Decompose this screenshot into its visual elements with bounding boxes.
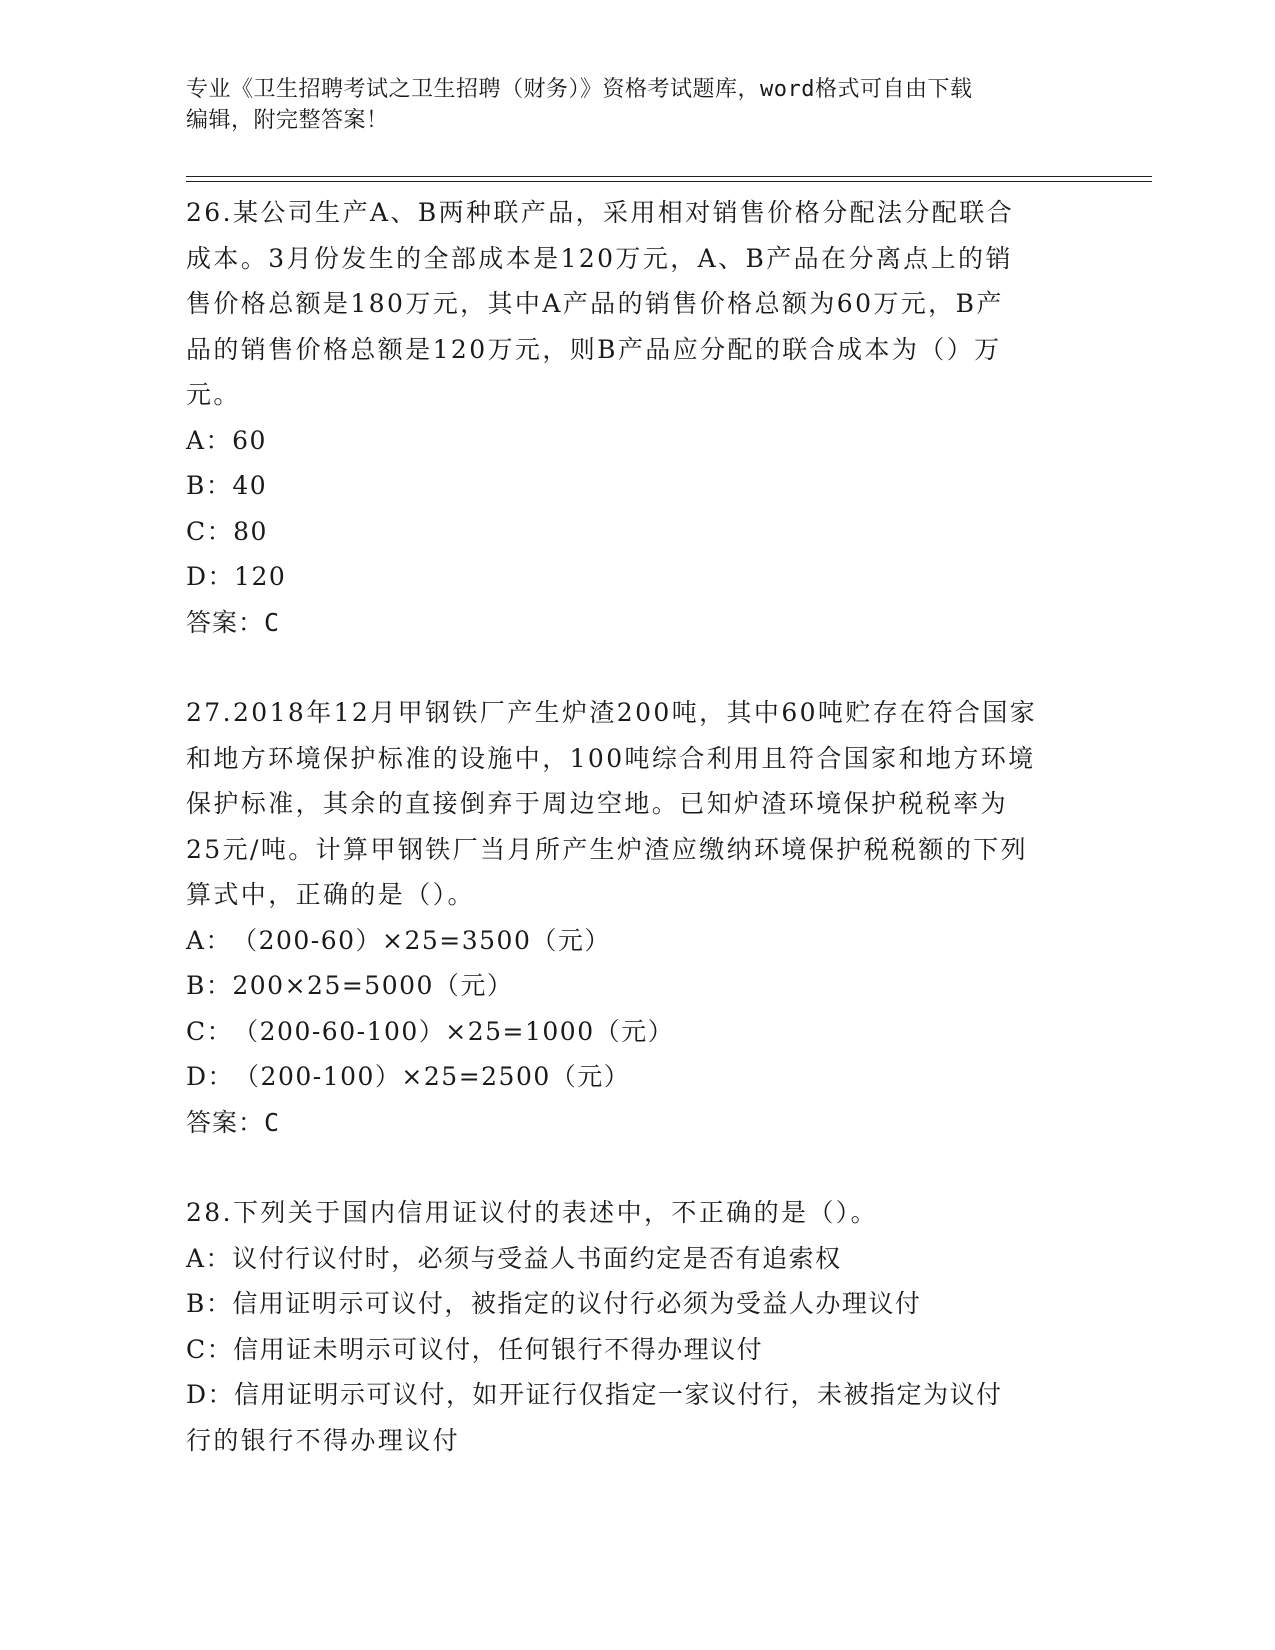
question-line: 某公司生产A、B两种联产品，采用相对销售价格分配法分配联合 xyxy=(232,198,1014,227)
option-a xyxy=(186,418,1086,464)
option-d xyxy=(186,1372,1086,1418)
option-c xyxy=(186,1009,1086,1055)
question-stem xyxy=(186,190,1086,236)
question-27 xyxy=(186,690,1086,1145)
answer-label: 答案： xyxy=(186,607,265,637)
document-header xyxy=(186,74,1086,136)
option-letter: C： xyxy=(186,1016,234,1046)
option-b xyxy=(186,463,1086,509)
header-line-1: 专业《卫生招聘考试之卫生招聘（财务）》资格考试题库，word格式可自由下载 xyxy=(186,77,973,102)
option-text: 80 xyxy=(233,516,268,546)
option-text: 200×25=5000（元） xyxy=(232,971,514,1000)
option-text: 120 xyxy=(234,562,287,591)
question-number: 28. xyxy=(186,1198,233,1227)
header-divider-bottom xyxy=(186,181,1152,182)
option-text: 议付行议付时，必须与受益人书面约定是否有追索权 xyxy=(232,1243,842,1273)
option-continuation: 行的银行不得办理议付 xyxy=(186,1425,461,1455)
question-line: 成本。3月份发生的全部成本是120万元，A、B产品在分离点上的销 xyxy=(186,243,1013,273)
option-text: （200-60）×25=3500（元） xyxy=(232,925,611,955)
option-letter: D： xyxy=(186,562,235,591)
question-28 xyxy=(186,1190,1086,1463)
option-d xyxy=(186,1054,1086,1100)
option-text: （200-100）×25=2500（元） xyxy=(234,1062,631,1091)
question-number: 26. xyxy=(186,198,233,227)
option-d xyxy=(186,554,1086,600)
option-letter: A： xyxy=(186,925,233,955)
question-spacer xyxy=(186,645,1086,690)
question-line: 保护标准，其余的直接倒弃于周边空地。已知炉渣环境保护税税率为 xyxy=(186,789,1009,818)
question-26 xyxy=(186,190,1086,645)
question-line: 品的销售价格总额是120万元，则B产品应分配的联合成本为（）万 xyxy=(186,334,1002,364)
question-list xyxy=(186,190,1086,1463)
question-spacer xyxy=(186,1145,1086,1190)
answer-value: C xyxy=(264,1107,281,1137)
answer-value: C xyxy=(264,607,281,637)
option-letter: B： xyxy=(186,971,233,1000)
option-c xyxy=(186,1327,1086,1373)
option-letter: B： xyxy=(186,471,233,500)
option-b xyxy=(186,963,1086,1009)
option-letter: B： xyxy=(186,1289,233,1318)
option-c xyxy=(186,509,1086,555)
option-text: 60 xyxy=(232,425,267,455)
option-text: 信用证明示可议付，如开证行仅指定一家议付行，未被指定为议付 xyxy=(234,1380,1003,1409)
option-letter: A： xyxy=(186,425,233,455)
question-line: 25元/吨。计算甲钢铁厂当月所产生炉渣应缴纳环境保护税税额的下列 xyxy=(186,834,1029,864)
question-line: 算式中，正确的是（）。 xyxy=(186,880,475,909)
answer-line xyxy=(186,1100,1086,1146)
option-text: （200-60-100）×25=1000（元） xyxy=(233,1016,675,1046)
question-stem xyxy=(186,690,1086,736)
question-line: 元。 xyxy=(186,380,241,409)
answer-label: 答案： xyxy=(186,1107,265,1137)
header-divider-top xyxy=(186,176,1152,177)
option-letter: C： xyxy=(186,1334,234,1364)
option-text: 40 xyxy=(232,471,268,500)
answer-line xyxy=(186,600,1086,646)
option-a xyxy=(186,918,1086,964)
option-letter: D： xyxy=(186,1380,235,1409)
question-stem xyxy=(186,1190,1086,1236)
question-line: 2018年12月甲钢铁厂产生炉渣200吨，其中60吨贮存在符合国家 xyxy=(232,698,1038,727)
option-text: 信用证未明示可议付，任何银行不得办理议付 xyxy=(233,1334,764,1364)
option-letter: D： xyxy=(186,1062,235,1091)
option-b xyxy=(186,1281,1086,1327)
option-letter: C： xyxy=(186,516,234,546)
question-line: 下列关于国内信用证议付的表述中，不正确的是（）。 xyxy=(232,1198,879,1227)
option-letter: A： xyxy=(186,1243,233,1273)
question-line: 售价格总额是180万元，其中A产品的销售价格总额为60万元，B产 xyxy=(186,289,1004,318)
option-text: 信用证明示可议付，被指定的议付行必须为受益人办理议付 xyxy=(232,1289,922,1318)
question-line: 和地方环境保护标准的设施中，100吨综合利用且符合国家和地方环境 xyxy=(186,743,1036,773)
header-line-2: 编辑，附完整答案！ xyxy=(186,108,389,133)
option-a xyxy=(186,1236,1086,1282)
question-number: 27. xyxy=(186,698,233,727)
